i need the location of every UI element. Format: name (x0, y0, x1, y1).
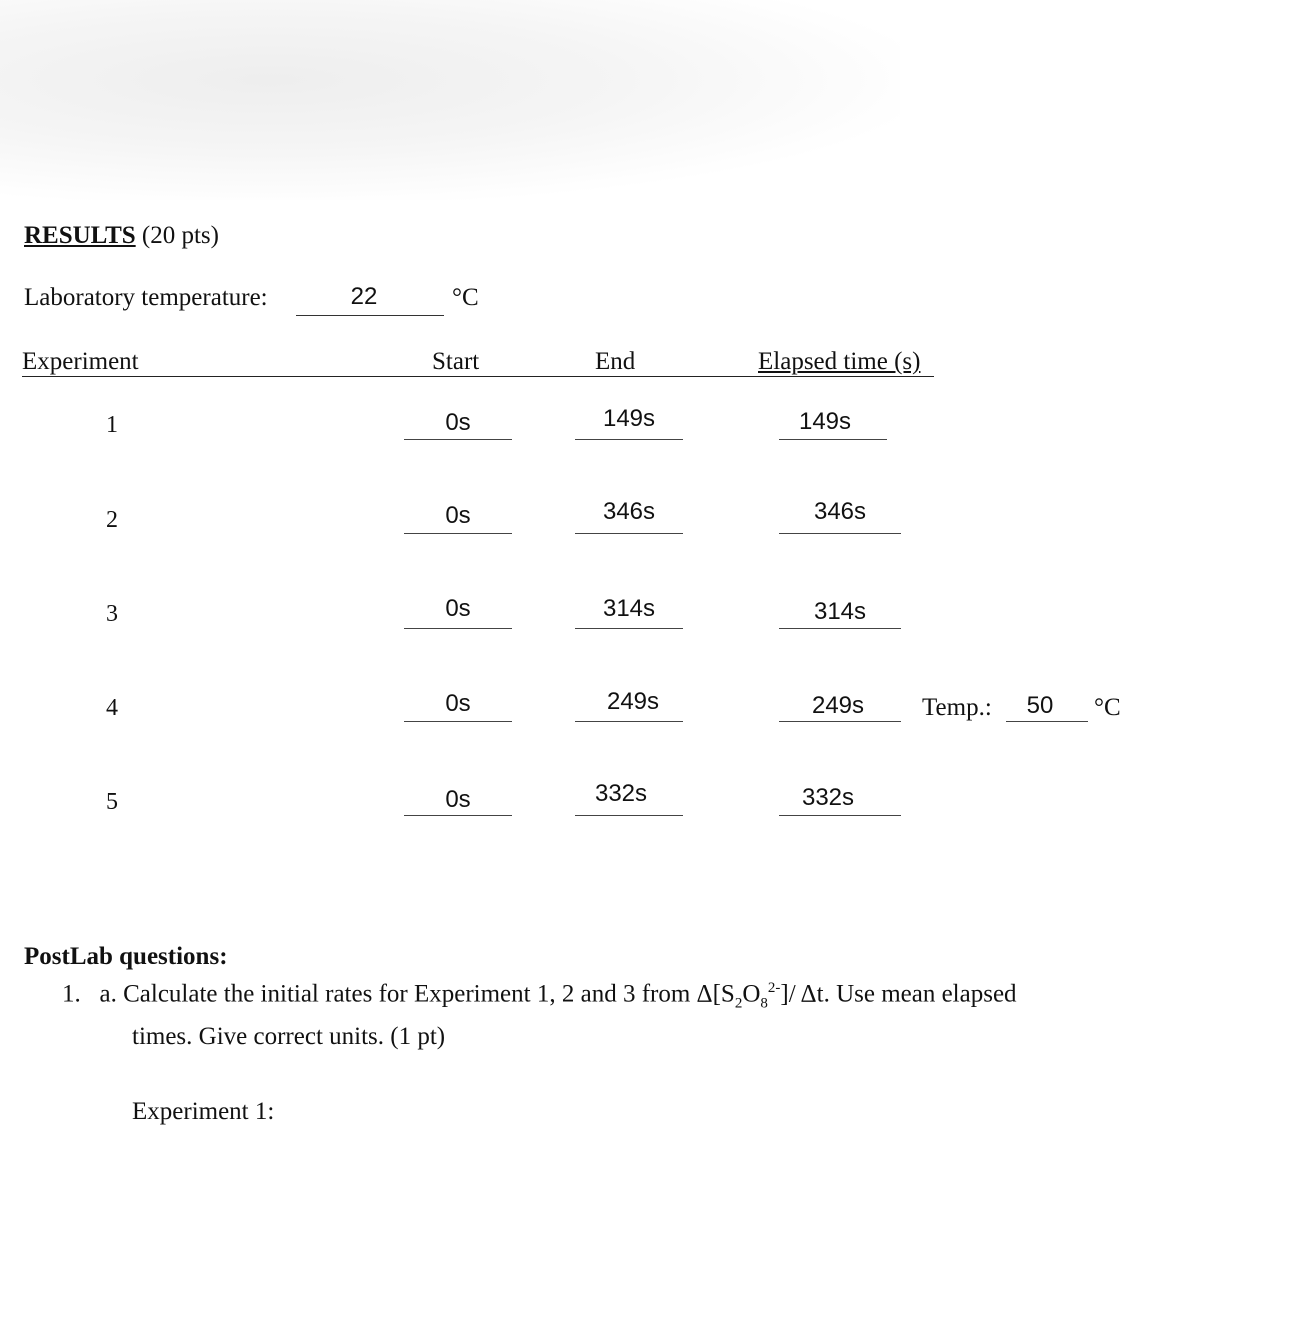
lab-temperature-field[interactable] (296, 283, 444, 316)
elapsed-field[interactable] (779, 408, 887, 440)
formula-sub-8: 8 (760, 995, 768, 1012)
end-field[interactable] (575, 688, 683, 722)
elapsed-value: 249s (811, 692, 865, 719)
start-value: 0s (445, 595, 471, 622)
results-heading (24, 222, 219, 250)
start-value: 0s (445, 502, 471, 529)
end-field[interactable] (575, 780, 683, 816)
question-1 (62, 972, 1017, 1053)
row4-temp-label: Temp.: (922, 694, 992, 721)
start-field[interactable] (404, 595, 512, 629)
start-value: 0s (445, 786, 471, 813)
elapsed-field[interactable] (779, 498, 901, 534)
start-field[interactable] (404, 690, 512, 722)
row-number: 2 (106, 507, 118, 533)
header-elapsed: Elapsed time (s) (758, 348, 921, 375)
question-text-b: ]/ Δt. Use mean elapsed (780, 980, 1017, 1008)
end-value: 249s (606, 688, 660, 715)
row4-temp-field[interactable] (1006, 692, 1088, 722)
elapsed-field[interactable] (779, 598, 901, 629)
start-field[interactable] (404, 409, 512, 440)
lab-temperature-label: Laboratory temperature: (24, 284, 268, 311)
elapsed-field[interactable] (779, 692, 901, 722)
elapsed-value: 314s (813, 598, 867, 625)
end-field[interactable] (575, 595, 683, 629)
row4-temp-value: 50 (1026, 692, 1054, 719)
question-part: a. (99, 980, 117, 1008)
formula-charge: 2- (767, 980, 781, 996)
start-field[interactable] (404, 502, 512, 534)
question-number: 1. (62, 980, 81, 1008)
question-1-line2: times. Give correct units. (1 pt) (132, 1023, 446, 1051)
formula-sub-2: 2 (734, 995, 743, 1012)
row-number: 4 (106, 695, 118, 721)
end-value: 332s (594, 780, 648, 807)
end-field[interactable] (575, 405, 683, 440)
photo-glare (0, 0, 900, 200)
results-title: RESULTS (24, 222, 136, 249)
start-value: 0s (445, 409, 471, 436)
end-value: 149s (602, 405, 656, 432)
experiment-1-label: Experiment 1: (132, 1098, 275, 1125)
header-end: End (595, 348, 636, 375)
start-field[interactable] (404, 786, 512, 816)
lab-temperature-unit: °C (452, 284, 479, 311)
elapsed-field[interactable] (779, 784, 901, 816)
elapsed-value: 346s (813, 498, 867, 525)
header-experiment: Experiment (22, 348, 139, 375)
header-rule (22, 376, 934, 377)
end-value: 346s (602, 498, 656, 525)
results-points: (20 pts) (135, 222, 219, 249)
elapsed-value: 332s (801, 784, 855, 811)
lab-temperature-value: 22 (350, 283, 378, 310)
row-number: 1 (106, 412, 118, 438)
question-1-line1 (62, 972, 1017, 1020)
elapsed-value: 149s (798, 408, 852, 435)
end-value: 314s (602, 595, 656, 622)
row-number: 3 (106, 601, 118, 627)
end-field[interactable] (575, 498, 683, 534)
question-text-a: Calculate the initial rates for Experiment 1, 2 and 3 from Δ[S (123, 980, 735, 1008)
row4-temp-unit: °C (1094, 694, 1121, 721)
formula-oxygen: O (742, 980, 761, 1008)
postlab-title: PostLab questions: (24, 943, 228, 970)
start-value: 0s (445, 690, 471, 717)
row-number: 5 (106, 789, 118, 815)
header-start: Start (432, 348, 480, 375)
